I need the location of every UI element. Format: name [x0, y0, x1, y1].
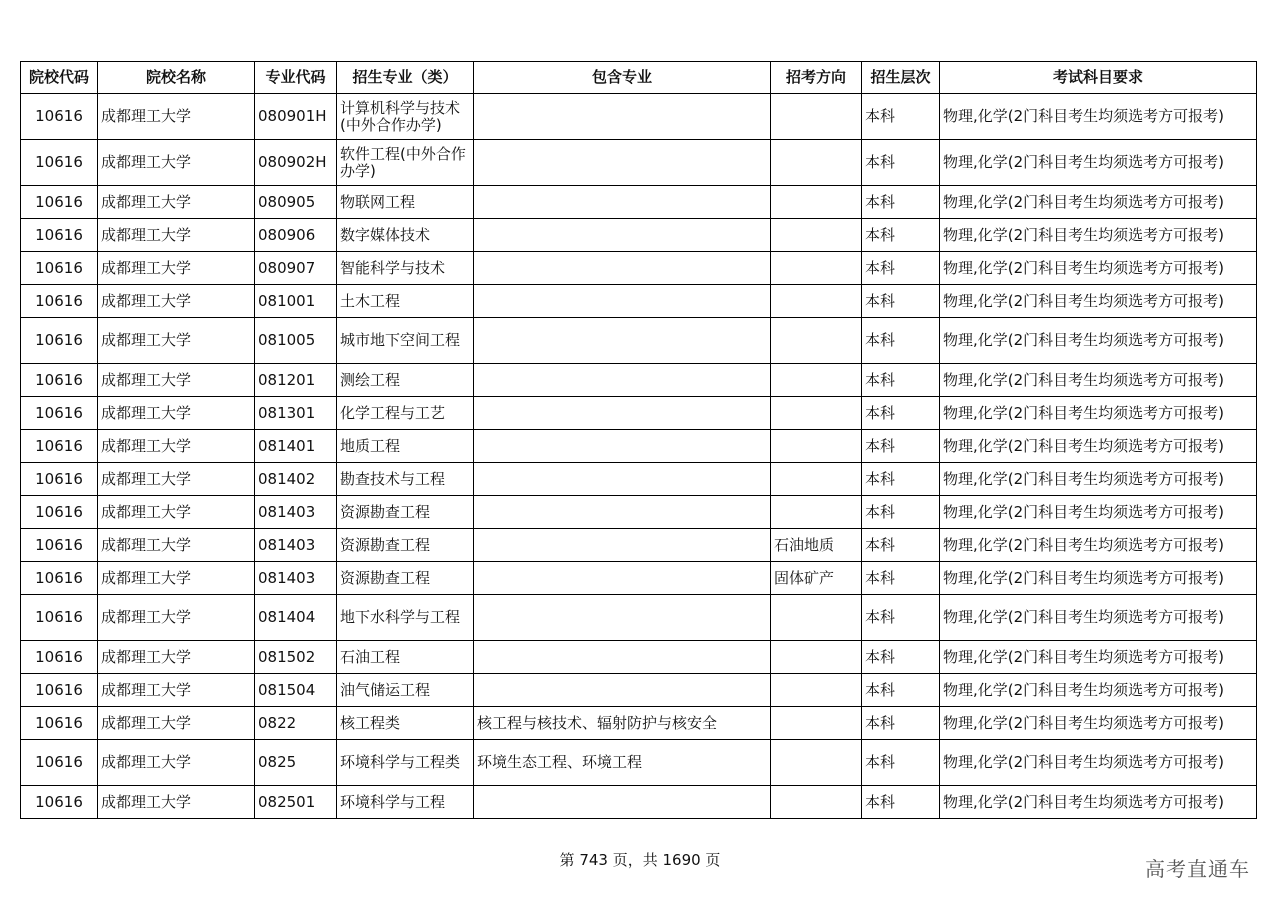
school-code-cell: 10616 [21, 786, 98, 819]
level-cell: 本科 [862, 430, 940, 463]
column-header: 招生专业（类） [337, 62, 474, 94]
school-code-cell: 10616 [21, 140, 98, 186]
major-code-cell: 081001 [255, 285, 337, 318]
school-code-cell: 10616 [21, 740, 98, 786]
direction-cell [771, 707, 862, 740]
table-row [21, 219, 1257, 252]
major-cell: 环境科学与工程 [337, 786, 474, 819]
level-cell: 本科 [862, 529, 940, 562]
direction-cell [771, 285, 862, 318]
school-code-cell: 10616 [21, 285, 98, 318]
included-majors-cell: 环境生态工程、环境工程 [474, 740, 771, 786]
page-number: 第 743 页，共 1690 页 [559, 851, 721, 869]
column-header: 专业代码 [255, 62, 337, 94]
school-name-cell: 成都理工大学 [98, 674, 255, 707]
major-code-cell: 080905 [255, 186, 337, 219]
direction-cell [771, 595, 862, 641]
school-name-cell: 成都理工大学 [98, 529, 255, 562]
subject-requirement-cell: 物理,化学(2门科目考生均须选考方可报考) [940, 674, 1257, 707]
table-row [21, 252, 1257, 285]
level-cell: 本科 [862, 364, 940, 397]
direction-cell: 固体矿产 [771, 562, 862, 595]
major-cell: 油气储运工程 [337, 674, 474, 707]
table-body [21, 94, 1257, 819]
major-code-cell: 081301 [255, 397, 337, 430]
major-code-cell: 081401 [255, 430, 337, 463]
column-header: 包含专业 [474, 62, 771, 94]
school-name-cell: 成都理工大学 [98, 397, 255, 430]
subject-requirement-cell: 物理,化学(2门科目考生均须选考方可报考) [940, 463, 1257, 496]
major-code-cell: 081005 [255, 318, 337, 364]
major-code-cell: 0822 [255, 707, 337, 740]
table-row [21, 674, 1257, 707]
major-code-cell: 081403 [255, 562, 337, 595]
school-name-cell: 成都理工大学 [98, 786, 255, 819]
school-code-cell: 10616 [21, 186, 98, 219]
school-code-cell: 10616 [21, 562, 98, 595]
major-code-cell: 081504 [255, 674, 337, 707]
school-name-cell: 成都理工大学 [98, 430, 255, 463]
direction-cell [771, 94, 862, 140]
major-cell: 资源勘查工程 [337, 562, 474, 595]
subject-requirement-cell: 物理,化学(2门科目考生均须选考方可报考) [940, 595, 1257, 641]
direction-cell [771, 786, 862, 819]
admissions-table [20, 61, 1257, 819]
school-name-cell: 成都理工大学 [98, 94, 255, 140]
level-cell: 本科 [862, 140, 940, 186]
major-cell: 勘查技术与工程 [337, 463, 474, 496]
included-majors-cell [474, 430, 771, 463]
major-cell: 测绘工程 [337, 364, 474, 397]
school-name-cell: 成都理工大学 [98, 496, 255, 529]
table-row [21, 140, 1257, 186]
included-majors-cell [474, 252, 771, 285]
column-header: 招考方向 [771, 62, 862, 94]
table-row [21, 740, 1257, 786]
subject-requirement-cell: 物理,化学(2门科目考生均须选考方可报考) [940, 252, 1257, 285]
subject-requirement-cell: 物理,化学(2门科目考生均须选考方可报考) [940, 641, 1257, 674]
subject-requirement-cell: 物理,化学(2门科目考生均须选考方可报考) [940, 529, 1257, 562]
level-cell: 本科 [862, 186, 940, 219]
column-header: 考试科目要求 [940, 62, 1257, 94]
direction-cell [771, 740, 862, 786]
level-cell: 本科 [862, 94, 940, 140]
school-code-cell: 10616 [21, 94, 98, 140]
school-code-cell: 10616 [21, 496, 98, 529]
school-code-cell: 10616 [21, 463, 98, 496]
subject-requirement-cell: 物理,化学(2门科目考生均须选考方可报考) [940, 285, 1257, 318]
school-name-cell: 成都理工大学 [98, 140, 255, 186]
school-code-cell: 10616 [21, 641, 98, 674]
table-row [21, 641, 1257, 674]
major-code-cell: 081404 [255, 595, 337, 641]
major-cell: 化学工程与工艺 [337, 397, 474, 430]
major-code-cell: 080902H [255, 140, 337, 186]
level-cell: 本科 [862, 252, 940, 285]
major-cell: 资源勘查工程 [337, 529, 474, 562]
major-code-cell: 081402 [255, 463, 337, 496]
table-row [21, 186, 1257, 219]
table-row [21, 397, 1257, 430]
major-code-cell: 080901H [255, 94, 337, 140]
level-cell: 本科 [862, 285, 940, 318]
subject-requirement-cell: 物理,化学(2门科目考生均须选考方可报考) [940, 318, 1257, 364]
major-cell: 物联网工程 [337, 186, 474, 219]
table-row [21, 595, 1257, 641]
school-code-cell: 10616 [21, 252, 98, 285]
level-cell: 本科 [862, 786, 940, 819]
major-code-cell: 081502 [255, 641, 337, 674]
included-majors-cell [474, 463, 771, 496]
major-code-cell: 0825 [255, 740, 337, 786]
direction-cell [771, 140, 862, 186]
major-cell: 核工程类 [337, 707, 474, 740]
subject-requirement-cell: 物理,化学(2门科目考生均须选考方可报考) [940, 430, 1257, 463]
included-majors-cell [474, 140, 771, 186]
school-code-cell: 10616 [21, 397, 98, 430]
school-code-cell: 10616 [21, 595, 98, 641]
direction-cell [771, 186, 862, 219]
direction-cell [771, 430, 862, 463]
table-row [21, 430, 1257, 463]
level-cell: 本科 [862, 562, 940, 595]
column-header: 院校名称 [98, 62, 255, 94]
subject-requirement-cell: 物理,化学(2门科目考生均须选考方可报考) [940, 786, 1257, 819]
direction-cell [771, 641, 862, 674]
included-majors-cell [474, 364, 771, 397]
school-name-cell: 成都理工大学 [98, 318, 255, 364]
included-majors-cell [474, 595, 771, 641]
school-code-cell: 10616 [21, 364, 98, 397]
major-code-cell: 081403 [255, 496, 337, 529]
school-code-cell: 10616 [21, 318, 98, 364]
subject-requirement-cell: 物理,化学(2门科目考生均须选考方可报考) [940, 397, 1257, 430]
included-majors-cell [474, 641, 771, 674]
level-cell: 本科 [862, 397, 940, 430]
column-header: 招生层次 [862, 62, 940, 94]
major-cell: 石油工程 [337, 641, 474, 674]
level-cell: 本科 [862, 595, 940, 641]
school-name-cell: 成都理工大学 [98, 707, 255, 740]
school-name-cell: 成都理工大学 [98, 252, 255, 285]
level-cell: 本科 [862, 641, 940, 674]
major-cell: 城市地下空间工程 [337, 318, 474, 364]
major-cell: 土木工程 [337, 285, 474, 318]
subject-requirement-cell: 物理,化学(2门科目考生均须选考方可报考) [940, 496, 1257, 529]
major-cell: 环境科学与工程类 [337, 740, 474, 786]
school-name-cell: 成都理工大学 [98, 562, 255, 595]
direction-cell [771, 496, 862, 529]
table-header-row [21, 62, 1257, 94]
direction-cell [771, 219, 862, 252]
table-row [21, 94, 1257, 140]
school-code-cell: 10616 [21, 674, 98, 707]
table-row [21, 496, 1257, 529]
table-row [21, 786, 1257, 819]
direction-cell [771, 318, 862, 364]
direction-cell: 石油地质 [771, 529, 862, 562]
included-majors-cell [474, 94, 771, 140]
major-cell: 智能科学与技术 [337, 252, 474, 285]
major-cell: 资源勘查工程 [337, 496, 474, 529]
table-row [21, 364, 1257, 397]
school-name-cell: 成都理工大学 [98, 186, 255, 219]
major-code-cell: 080907 [255, 252, 337, 285]
major-cell: 地下水科学与工程 [337, 595, 474, 641]
included-majors-cell [474, 674, 771, 707]
included-majors-cell: 核工程与核技术、辐射防护与核安全 [474, 707, 771, 740]
school-name-cell: 成都理工大学 [98, 364, 255, 397]
direction-cell [771, 463, 862, 496]
subject-requirement-cell: 物理,化学(2门科目考生均须选考方可报考) [940, 364, 1257, 397]
level-cell: 本科 [862, 463, 940, 496]
table-row [21, 285, 1257, 318]
level-cell: 本科 [862, 496, 940, 529]
school-name-cell: 成都理工大学 [98, 285, 255, 318]
watermark-logo-text: 高考直通车 [1145, 857, 1250, 881]
major-cell: 计算机科学与技术(中外合作办学) [337, 94, 474, 140]
level-cell: 本科 [862, 219, 940, 252]
subject-requirement-cell: 物理,化学(2门科目考生均须选考方可报考) [940, 140, 1257, 186]
major-code-cell: 081201 [255, 364, 337, 397]
level-cell: 本科 [862, 740, 940, 786]
subject-requirement-cell: 物理,化学(2门科目考生均须选考方可报考) [940, 219, 1257, 252]
subject-requirement-cell: 物理,化学(2门科目考生均须选考方可报考) [940, 707, 1257, 740]
subject-requirement-cell: 物理,化学(2门科目考生均须选考方可报考) [940, 186, 1257, 219]
major-code-cell: 081403 [255, 529, 337, 562]
direction-cell [771, 364, 862, 397]
included-majors-cell [474, 318, 771, 364]
level-cell: 本科 [862, 674, 940, 707]
subject-requirement-cell: 物理,化学(2门科目考生均须选考方可报考) [940, 740, 1257, 786]
school-name-cell: 成都理工大学 [98, 463, 255, 496]
school-code-cell: 10616 [21, 430, 98, 463]
included-majors-cell [474, 285, 771, 318]
level-cell: 本科 [862, 318, 940, 364]
school-code-cell: 10616 [21, 529, 98, 562]
school-name-cell: 成都理工大学 [98, 595, 255, 641]
subject-requirement-cell: 物理,化学(2门科目考生均须选考方可报考) [940, 562, 1257, 595]
subject-requirement-cell: 物理,化学(2门科目考生均须选考方可报考) [940, 94, 1257, 140]
included-majors-cell [474, 529, 771, 562]
table-row [21, 318, 1257, 364]
column-header: 院校代码 [21, 62, 98, 94]
level-cell: 本科 [862, 707, 940, 740]
major-code-cell: 082501 [255, 786, 337, 819]
direction-cell [771, 252, 862, 285]
included-majors-cell [474, 496, 771, 529]
included-majors-cell [474, 397, 771, 430]
major-cell: 软件工程(中外合作办学) [337, 140, 474, 186]
table-row [21, 463, 1257, 496]
included-majors-cell [474, 219, 771, 252]
major-cell: 数字媒体技术 [337, 219, 474, 252]
school-code-cell: 10616 [21, 707, 98, 740]
included-majors-cell [474, 786, 771, 819]
direction-cell [771, 674, 862, 707]
included-majors-cell [474, 186, 771, 219]
table-row [21, 707, 1257, 740]
school-code-cell: 10616 [21, 219, 98, 252]
direction-cell [771, 397, 862, 430]
school-name-cell: 成都理工大学 [98, 219, 255, 252]
table-row [21, 529, 1257, 562]
school-name-cell: 成都理工大学 [98, 641, 255, 674]
table-row [21, 562, 1257, 595]
school-name-cell: 成都理工大学 [98, 740, 255, 786]
included-majors-cell [474, 562, 771, 595]
major-code-cell: 080906 [255, 219, 337, 252]
major-cell: 地质工程 [337, 430, 474, 463]
